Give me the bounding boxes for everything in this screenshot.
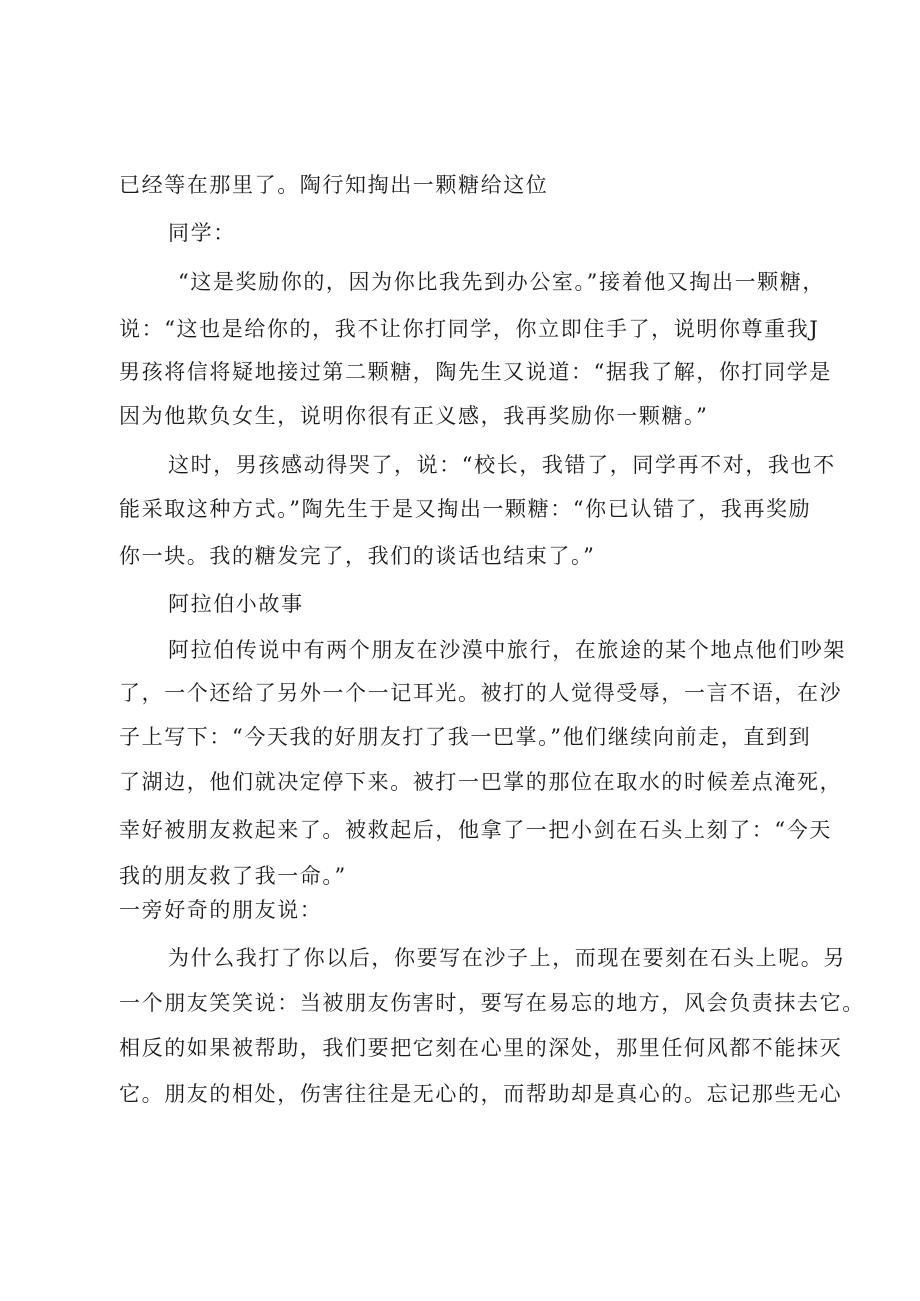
- paragraph-line: 为什么我打了你以后，你要写在沙子上，而现在要刻在石头上呢。另: [168, 946, 846, 970]
- paragraph-line: 一旁好奇的朋友说：: [119, 898, 323, 922]
- paragraph-line: 已经等在那里了。陶行知掏出一颗糖给这位: [119, 173, 549, 197]
- paragraph-line: 它。朋友的相处，伤害往往是无心的，而帮助却是真心的。忘记那些无心: [119, 1082, 843, 1106]
- paragraph-line: 一个朋友笑笑说：当被朋友伤害时，要写在易忘的地方，风会负责抹去它。: [119, 991, 865, 1015]
- paragraph-line: “这是奖励你的，因为你比我先到办公室。”接着他又掏出一颗糖，: [178, 270, 825, 294]
- paragraph-line: 了，一个还给了另外一个一记耳光。被打的人觉得受辱，一言不语，在沙: [119, 681, 843, 705]
- paragraph-line: 能采取这种方式。”陶先生于是又掏出一颗糖：“你已认错了，我再奖励: [119, 497, 812, 521]
- paragraph-line: 我的朋友救了我一命。”: [119, 864, 347, 888]
- paragraph-line: 同学：: [168, 221, 236, 245]
- paragraph-line: 这时，男孩感动得哭了，说：“校长，我错了，同学再不对，我也不: [168, 453, 836, 477]
- paragraph-line: 你一块。我的糖发完了，我们的谈话也结束了。”: [119, 544, 596, 568]
- paragraph-line: 男孩将信将疑地接过第二颗糖，陶先生又说道：“据我了解，你打同学是: [119, 360, 832, 384]
- section-heading: 阿拉伯小故事: [168, 592, 304, 616]
- paragraph-line: 了湖边，他们就决定停下来。被打一巴掌的那位在取水的时候差点淹死，: [119, 770, 843, 794]
- paragraph-line: 说：“这也是给你的，我不让你打同学，你立即住手了，说明你尊重我J: [119, 317, 820, 341]
- paragraph-line: 幸好被朋友救起来了。被救起后，他拿了一把小剑在石头上刻了：“今天: [119, 818, 832, 842]
- paragraph-line: 阿拉伯传说中有两个朋友在沙漠中旅行，在旅途的某个地点他们吵架: [168, 638, 846, 662]
- paragraph-line: 相反的如果被帮助，我们要把它刻在心里的深处，那里任何风都不能抹灭: [119, 1036, 843, 1060]
- paragraph-line: 因为他欺负女生，说明你很有正义感，我再奖励你一颗糖。”: [119, 404, 709, 428]
- paragraph-line: 子上写下：“今天我的好朋友打了我一巴掌。”他们继续向前走，直到到: [119, 725, 812, 749]
